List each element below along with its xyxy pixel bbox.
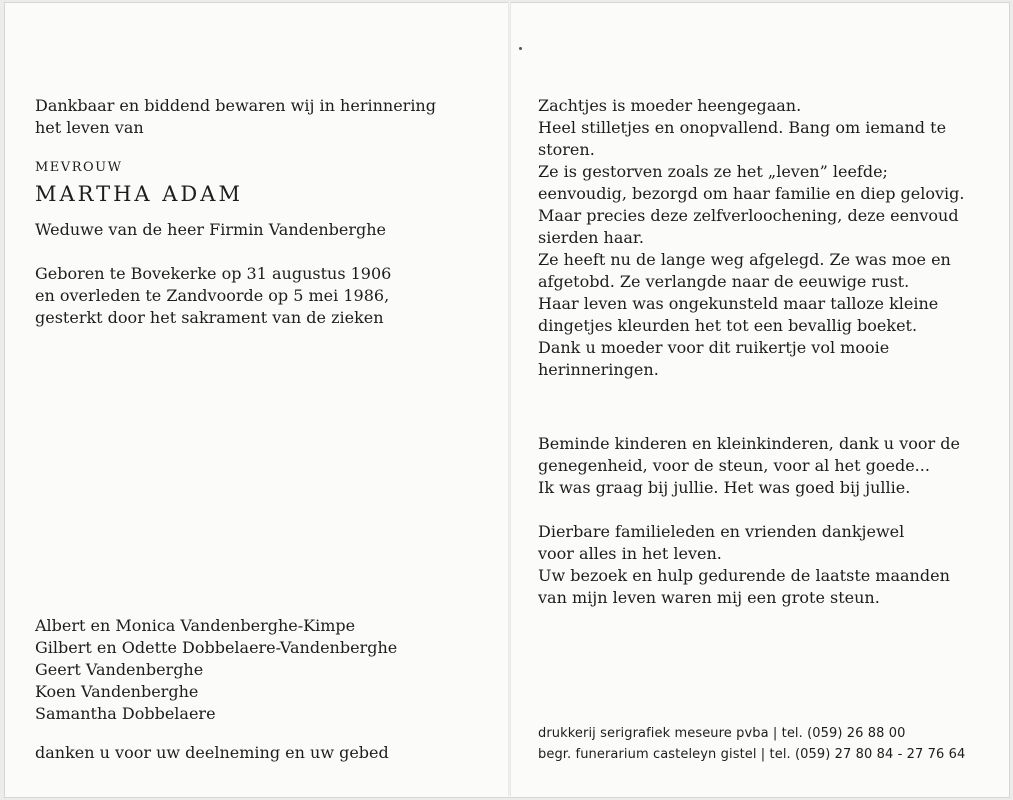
poem-line: Haar leven was ongekunsteld maar talloze kleine <box>538 294 939 313</box>
death-line: en overleden te Zandvoorde op 5 mei 1986, <box>35 286 390 305</box>
survivor: Albert en Monica Vandenberghe-Kimpe <box>35 616 356 635</box>
poem-line: sierden haar. <box>538 228 644 247</box>
poem-line: dingetjes kleurden het tot een bevallig boeket. <box>538 316 918 335</box>
children-line: genegenheid, voor de steun, voor al het goede... <box>538 456 930 475</box>
poem-line: storen. <box>538 140 595 159</box>
survivors-list <box>35 615 397 725</box>
poem-line: Ze is gestorven zoals ze het „leven” leefde; <box>538 162 888 181</box>
survivor: Geert Vandenberghe <box>35 660 204 679</box>
funerarium-line: begr. funerarium casteleyn gistel | tel. (059) 27 80 84 - 27 76 64 <box>538 747 966 762</box>
poem-line: herinneringen. <box>538 360 659 379</box>
poem <box>538 95 978 381</box>
birth-death <box>35 263 495 329</box>
printer-info <box>538 723 965 765</box>
card-fold <box>508 2 511 796</box>
poem-line: Ze heeft nu de lange weg afgelegd. Ze was moe en <box>538 250 951 269</box>
intro-line: Dankbaar en biddend bewaren wij in herinnering <box>35 96 436 115</box>
family-line: Uw bezoek en hulp gedurende de laatste maanden <box>538 566 950 585</box>
poem-line: Maar precies deze zelfverloochening, deze eenvoud <box>538 206 959 225</box>
family-message <box>538 521 978 609</box>
children-line: Ik was graag bij jullie. Het was goed bij jullie. <box>538 478 911 497</box>
widow-line: Weduwe van de heer Firmin Vandenberghe <box>35 220 387 239</box>
children-message <box>538 433 978 499</box>
poem-line: Zachtjes is moeder heengegaan. <box>538 96 802 115</box>
children-line: Beminde kinderen en kleinkinderen, dank u voor de <box>538 434 960 453</box>
birth-line: Geboren te Bovekerke op 31 augustus 1906 <box>35 264 392 283</box>
family-line: Dierbare familieleden en vrienden dankjewel <box>538 522 905 541</box>
poem-line: eenvoudig, bezorgd om haar familie en diep gelovig. <box>538 184 965 203</box>
poem-line: afgetobd. Ze verlangde naar de eeuwige rust. <box>538 272 910 291</box>
intro <box>35 95 495 139</box>
deceased-name: MARTHA ADAM <box>35 182 243 206</box>
thanks-line: danken u voor uw deelneming en uw gebed <box>35 743 389 762</box>
survivor: Samantha Dobbelaere <box>35 704 216 723</box>
poem-line: Heel stilletjes en onopvallend. Bang om iemand te <box>538 118 947 137</box>
sacrament-line: gesterkt door het sakrament van de zieken <box>35 308 384 327</box>
intro-line: het leven van <box>35 118 144 137</box>
family-line: voor alles in het leven. <box>538 544 722 563</box>
printer-line: drukkerij serigrafiek meseure pvba | tel. (059) 26 88 00 <box>538 726 906 741</box>
survivor: Koen Vandenberghe <box>35 682 199 701</box>
family-line: van mijn leven waren mij een grote steun. <box>538 588 880 607</box>
poem-line: Dank u moeder voor dit ruikertje vol mooie <box>538 338 890 357</box>
honorific: MEVROUW <box>35 160 123 175</box>
left-panel <box>35 95 495 347</box>
right-panel <box>538 95 978 627</box>
speck <box>519 47 522 50</box>
survivor: Gilbert en Odette Dobbelaere-Vandenberghe <box>35 638 398 657</box>
